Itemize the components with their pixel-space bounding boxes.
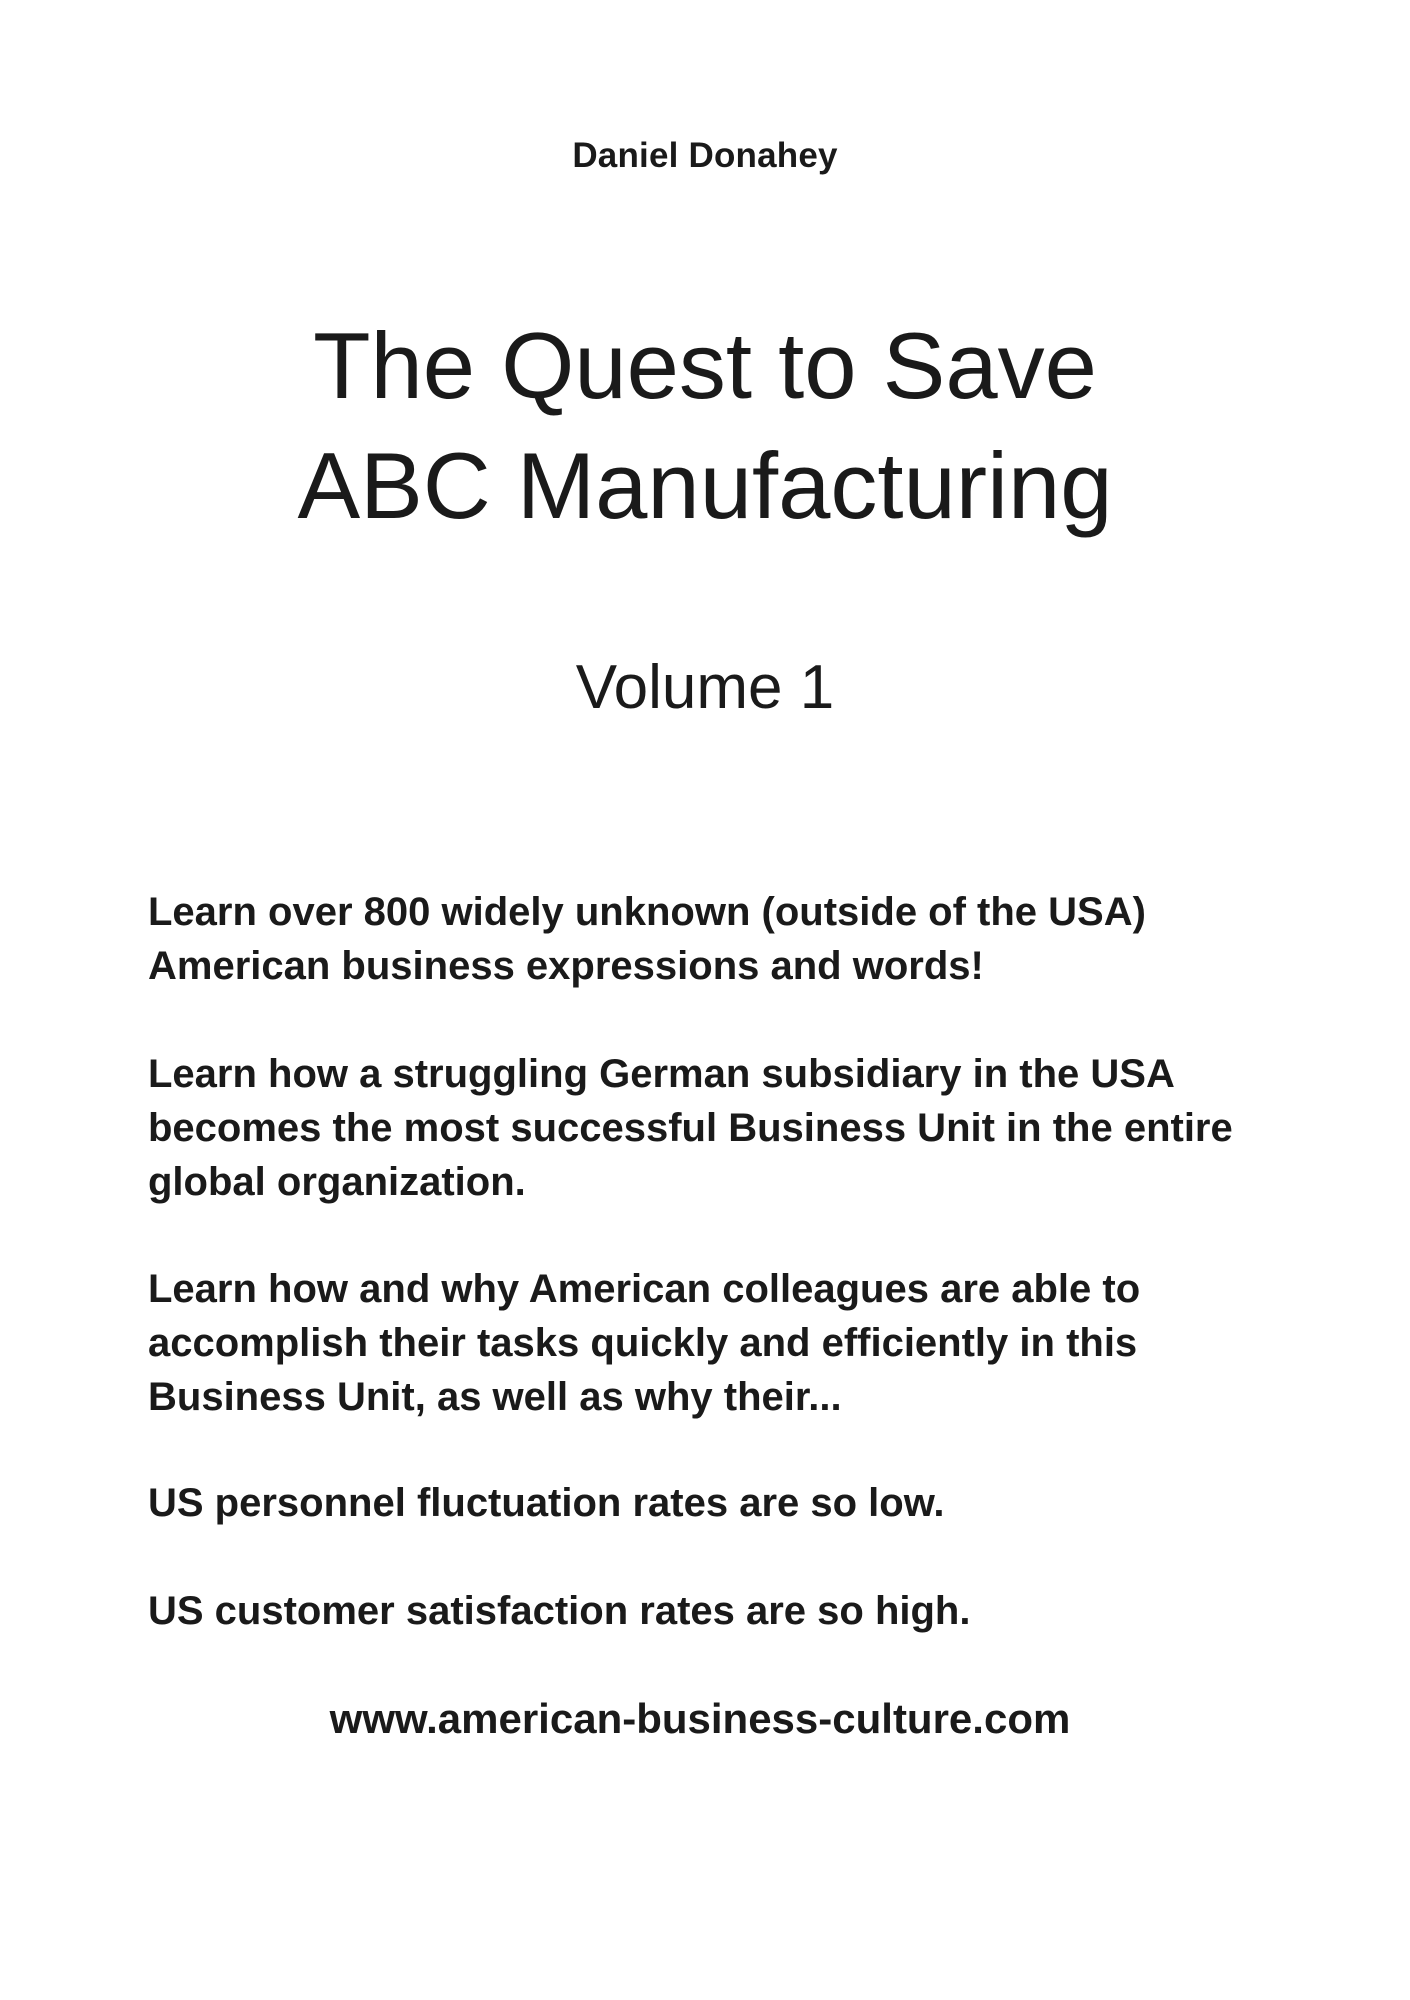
blurb-paragraph-5	[148, 1584, 1328, 1638]
blurb-paragraph-4	[148, 1476, 1328, 1530]
volume-label: Volume 1	[575, 653, 835, 722]
blurb-line: accomplish their tasks quickly and efficiently in this	[148, 1321, 1138, 1365]
blurb-paragraph-1	[148, 885, 1328, 993]
blurb-line: US personnel fluctuation rates are so low.	[148, 1481, 945, 1525]
blurb-line: Learn how and why American colleagues are able to	[148, 1267, 1141, 1311]
blurb-line: Business Unit, as well as why their...	[148, 1375, 842, 1419]
blurb-line: becomes the most successful Business Unit in the entire	[148, 1106, 1233, 1150]
title-line-1: The Quest to Save	[313, 313, 1097, 418]
blurb-line: global organization.	[148, 1160, 526, 1204]
book-title	[0, 306, 1410, 546]
website-url: www.american-business-culture.com	[329, 1695, 1071, 1742]
title-line-2: ABC Manufacturing	[297, 433, 1113, 538]
blurb-line: Learn over 800 widely unknown (outside of the USA)	[148, 890, 1146, 934]
author-name: Daniel Donahey	[572, 136, 838, 175]
blurb-paragraph-2	[148, 1047, 1328, 1209]
blurb-line: US customer satisfaction rates are so high.	[148, 1589, 971, 1633]
blurb-line: American business expressions and words!	[148, 944, 984, 988]
blurb-line: Learn how a struggling German subsidiary in the USA	[148, 1052, 1175, 1096]
blurb-paragraph-3	[148, 1262, 1328, 1424]
